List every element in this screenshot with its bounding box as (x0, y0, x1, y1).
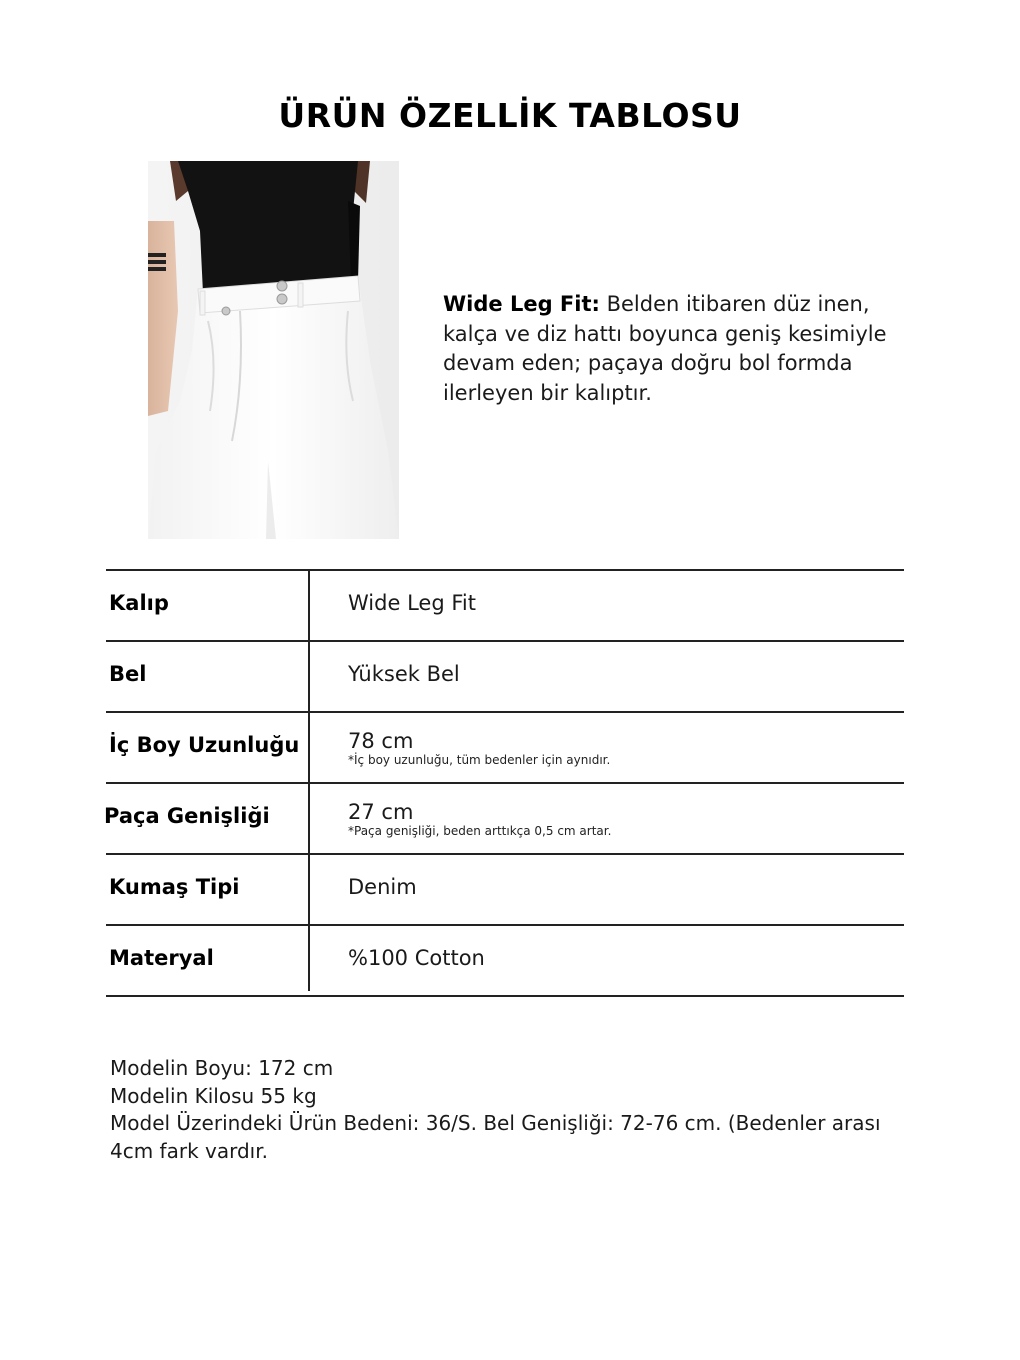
spec-label: Paça Genişliği (104, 804, 270, 828)
spec-value (348, 729, 610, 767)
model-weight: Modelin Kilosu 55 kg (110, 1083, 317, 1108)
table-row (106, 569, 904, 640)
spec-value-note: *Paça genişliği, beden arttıkça 0,5 cm artar. (348, 824, 612, 838)
table-row (106, 782, 904, 853)
spec-label: Bel (109, 662, 147, 686)
spec-value-note: *İç boy uzunluğu, tüm bedenler için aynıdır. (348, 753, 611, 767)
spec-value (348, 800, 611, 838)
spec-value-main: %100 Cotton (348, 946, 485, 970)
spec-label: Kumaş Tipi (109, 875, 240, 899)
model-info (110, 1055, 910, 1165)
spec-value-main: Yüksek Bel (348, 662, 460, 686)
spec-value-main: 27 cm (348, 800, 414, 824)
spec-table (106, 569, 904, 997)
page-title: ÜRÜN ÖZELLİK TABLOSU (278, 96, 742, 135)
spec-value (348, 875, 417, 899)
spec-value (348, 662, 460, 686)
model-height: Modelin Boyu: 172 cm (110, 1056, 334, 1080)
spec-value-main: Wide Leg Fit (348, 591, 476, 615)
spec-label: Kalıp (109, 591, 169, 615)
table-row (106, 711, 904, 782)
spec-value (348, 591, 476, 615)
spec-value-main: Denim (348, 875, 417, 899)
spec-label: İç Boy Uzunluğu (109, 733, 300, 757)
spec-label: Materyal (109, 946, 214, 970)
table-row (106, 640, 904, 711)
fit-description-text: Belden itibaren düz inen, kalça ve diz hattı boyunca geniş kesimiyle devam eden; paçaya doğru bol formda ilerleyen bir kalıptır. (443, 292, 887, 405)
spec-value (348, 946, 485, 970)
fit-description-label: Wide Leg Fit: (443, 292, 600, 316)
table-row (106, 924, 904, 997)
product-photo (148, 161, 399, 539)
model-size: Model Üzerindeki Ürün Bedeni: 36/S. Bel Genişliği: 72-76 cm. (Bedenler arası 4cm fark vardır. (110, 1111, 881, 1163)
fit-description (443, 290, 913, 408)
spec-value-main: 78 cm (348, 729, 414, 753)
table-row (106, 853, 904, 924)
